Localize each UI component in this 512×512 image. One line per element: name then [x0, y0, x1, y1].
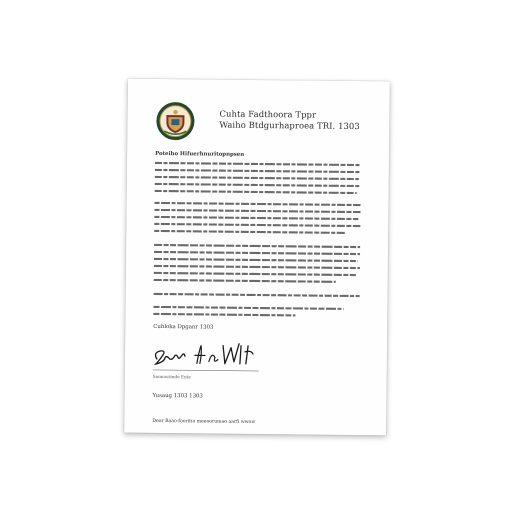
letter-body	[124, 79, 390, 436]
letter-subject: Poteiho Hifuerhnuritopnpsen	[155, 150, 245, 158]
paragraph-5	[153, 307, 343, 316]
date-line: Yusaug 1303 1303	[152, 392, 203, 400]
signer-caption: Sannoutinde Ente	[152, 373, 191, 380]
handwritten-signature	[151, 337, 261, 372]
paragraph-2	[154, 203, 360, 233]
paragraph-1	[155, 163, 361, 193]
paragraph-4	[154, 294, 360, 296]
paragraph-3	[154, 245, 360, 282]
page-footer: Deor Baao-fooritio meeoorumao aarfi wwoiv	[152, 418, 256, 425]
letterhead-title: Cuhta Fadthoora Tppr	[219, 108, 317, 120]
letterhead-subtitle: Waiho Btdgurhaproea TRI. 1303	[219, 119, 360, 132]
closing-line: Cuhloka Dpganr 1303	[153, 323, 214, 331]
letter-page	[124, 79, 390, 436]
